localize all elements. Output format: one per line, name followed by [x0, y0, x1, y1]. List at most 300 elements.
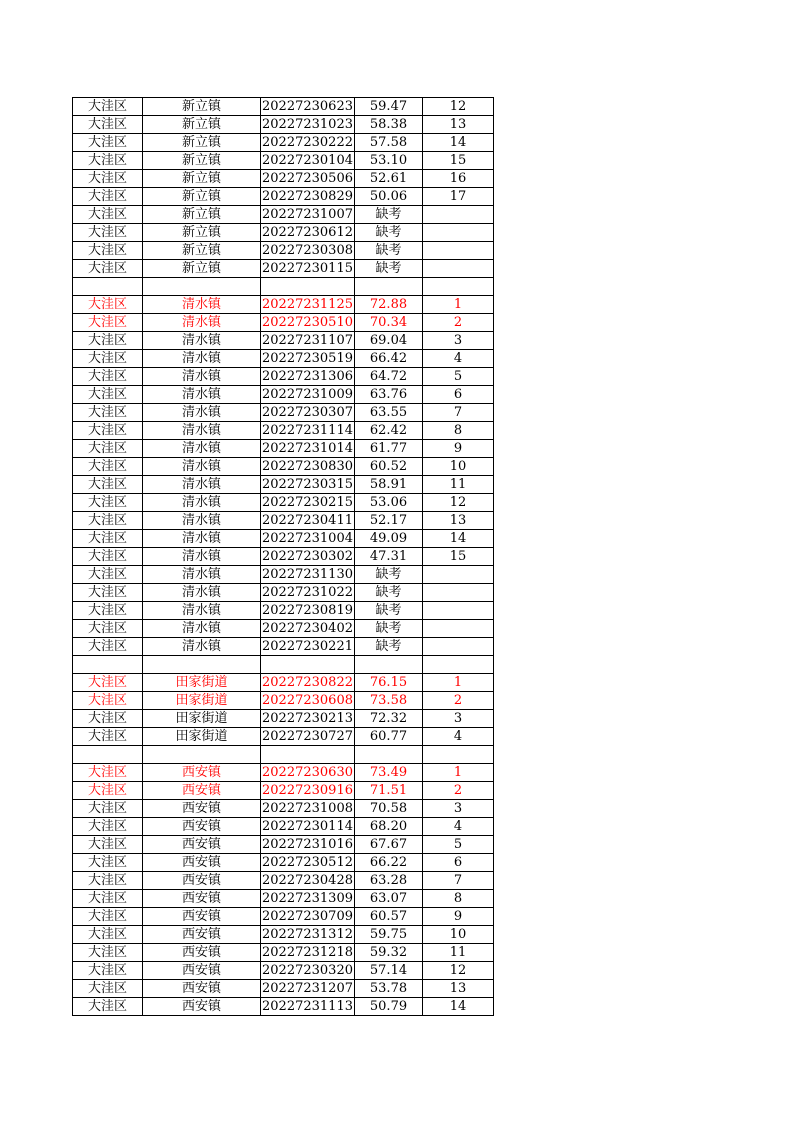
candidate-id-cell: 20227231130 — [262, 567, 353, 582]
rank-cell: 3 — [423, 332, 494, 350]
district-cell: 大洼区 — [73, 422, 143, 440]
rank-cell: 4 — [423, 818, 494, 836]
town-cell: 清水镇 — [143, 332, 261, 350]
rank-cell: 12 — [423, 98, 494, 116]
rank-cell — [423, 242, 494, 260]
district-cell: 大洼区 — [73, 620, 143, 638]
district-cell: 大洼区 — [73, 314, 143, 332]
candidate-id-cell: 20227230114 — [262, 819, 353, 834]
table-row — [73, 890, 494, 908]
rank-cell: 2 — [423, 692, 494, 710]
table-row — [73, 314, 494, 332]
rank-cell: 17 — [423, 188, 494, 206]
table-row — [73, 170, 494, 188]
district-cell: 大洼区 — [73, 782, 143, 800]
candidate-id-cell: 20227230307 — [262, 405, 353, 420]
district-cell: 大洼区 — [73, 584, 143, 602]
town-cell — [143, 746, 261, 764]
district-cell: 大洼区 — [73, 530, 143, 548]
score-cell: 缺考 — [355, 242, 423, 260]
town-cell: 田家街道 — [143, 674, 261, 692]
rank-cell: 9 — [423, 440, 494, 458]
town-cell: 新立镇 — [143, 170, 261, 188]
district-cell: 大洼区 — [73, 764, 143, 782]
rank-cell: 4 — [423, 728, 494, 746]
rank-cell: 15 — [423, 152, 494, 170]
town-cell: 清水镇 — [143, 566, 261, 584]
rank-cell: 7 — [423, 404, 494, 422]
town-cell: 西安镇 — [143, 890, 261, 908]
town-cell: 清水镇 — [143, 584, 261, 602]
rank-cell — [423, 602, 494, 620]
town-cell: 西安镇 — [143, 854, 261, 872]
table-row — [73, 638, 494, 656]
table-row — [73, 836, 494, 854]
score-cell: 53.78 — [355, 980, 423, 998]
score-cell — [355, 278, 423, 296]
candidate-id-cell: 20227231007 — [262, 207, 353, 222]
table-row — [73, 908, 494, 926]
rank-cell — [423, 260, 494, 278]
town-cell: 新立镇 — [143, 188, 261, 206]
score-cell: 73.49 — [355, 764, 423, 782]
score-cell: 57.58 — [355, 134, 423, 152]
district-cell: 大洼区 — [73, 872, 143, 890]
candidate-id-cell: 20227230829 — [262, 189, 353, 204]
candidate-id-cell — [261, 746, 355, 764]
score-cell: 47.31 — [355, 548, 423, 566]
rank-cell: 1 — [423, 296, 494, 314]
table-row — [73, 368, 494, 386]
rank-cell: 13 — [423, 512, 494, 530]
table-row — [73, 620, 494, 638]
town-cell: 西安镇 — [143, 944, 261, 962]
town-cell: 新立镇 — [143, 98, 261, 116]
table-row — [73, 566, 494, 584]
rank-cell: 13 — [423, 116, 494, 134]
separator-row — [73, 278, 494, 296]
district-cell: 大洼区 — [73, 692, 143, 710]
rank-cell: 6 — [423, 386, 494, 404]
score-cell: 缺考 — [355, 620, 423, 638]
score-cell: 70.34 — [355, 314, 423, 332]
candidate-id-cell — [261, 278, 355, 296]
score-cell: 67.67 — [355, 836, 423, 854]
rank-cell — [423, 656, 494, 674]
candidate-id-cell: 20227231312 — [262, 927, 353, 942]
score-cell: 66.42 — [355, 350, 423, 368]
score-cell: 72.88 — [355, 296, 423, 314]
candidate-id-cell: 20227231023 — [262, 117, 353, 132]
rank-cell: 4 — [423, 350, 494, 368]
town-cell: 清水镇 — [143, 440, 261, 458]
candidate-id-cell: 20227230819 — [262, 603, 353, 618]
district-cell: 大洼区 — [73, 818, 143, 836]
rank-cell: 5 — [423, 836, 494, 854]
table-row — [73, 458, 494, 476]
score-cell — [355, 746, 423, 764]
table-row — [73, 350, 494, 368]
district-cell: 大洼区 — [73, 602, 143, 620]
rank-cell: 16 — [423, 170, 494, 188]
town-cell: 新立镇 — [143, 206, 261, 224]
district-cell: 大洼区 — [73, 332, 143, 350]
score-cell: 缺考 — [355, 566, 423, 584]
district-cell: 大洼区 — [73, 458, 143, 476]
table-row — [73, 404, 494, 422]
score-cell: 72.32 — [355, 710, 423, 728]
score-cell: 59.32 — [355, 944, 423, 962]
candidate-id-cell: 20227230512 — [262, 855, 353, 870]
town-cell: 新立镇 — [143, 134, 261, 152]
rank-cell — [423, 638, 494, 656]
table-row — [73, 386, 494, 404]
score-cell: 缺考 — [355, 260, 423, 278]
town-cell: 西安镇 — [143, 980, 261, 998]
table-row — [73, 206, 494, 224]
rank-cell — [423, 746, 494, 764]
table-row — [73, 332, 494, 350]
district-cell: 大洼区 — [73, 512, 143, 530]
district-cell: 大洼区 — [73, 242, 143, 260]
town-cell: 清水镇 — [143, 350, 261, 368]
town-cell: 清水镇 — [143, 404, 261, 422]
town-cell: 西安镇 — [143, 872, 261, 890]
district-cell: 大洼区 — [73, 260, 143, 278]
town-cell: 新立镇 — [143, 116, 261, 134]
district-cell: 大洼区 — [73, 404, 143, 422]
district-cell: 大洼区 — [73, 350, 143, 368]
score-cell: 63.07 — [355, 890, 423, 908]
score-cell: 60.52 — [355, 458, 423, 476]
table-row — [73, 926, 494, 944]
district-cell: 大洼区 — [73, 998, 143, 1016]
score-cell: 59.75 — [355, 926, 423, 944]
score-table-body — [73, 98, 494, 1016]
town-cell: 西安镇 — [143, 764, 261, 782]
rank-cell: 12 — [423, 962, 494, 980]
table-row — [73, 476, 494, 494]
town-cell: 西安镇 — [143, 782, 261, 800]
rank-cell — [423, 566, 494, 584]
district-cell: 大洼区 — [73, 800, 143, 818]
score-cell: 63.28 — [355, 872, 423, 890]
candidate-id-cell: 20227230315 — [262, 477, 353, 492]
rank-cell: 10 — [423, 926, 494, 944]
rank-cell: 10 — [423, 458, 494, 476]
candidate-id-cell: 20227231207 — [262, 981, 353, 996]
score-cell: 58.91 — [355, 476, 423, 494]
candidate-id-cell: 20227231022 — [262, 585, 353, 600]
score-cell: 58.38 — [355, 116, 423, 134]
candidate-id-cell: 20227231306 — [262, 369, 353, 384]
candidate-id-cell: 20227230115 — [262, 261, 353, 276]
district-cell: 大洼区 — [73, 980, 143, 998]
district-cell: 大洼区 — [73, 152, 143, 170]
candidate-id-cell: 20227230506 — [262, 171, 353, 186]
score-cell: 70.58 — [355, 800, 423, 818]
separator-row — [73, 656, 494, 674]
candidate-id-cell: 20227230608 — [262, 693, 353, 708]
table-row — [73, 710, 494, 728]
town-cell: 西安镇 — [143, 818, 261, 836]
table-row — [73, 152, 494, 170]
candidate-id-cell: 20227230510 — [262, 315, 353, 330]
district-cell: 大洼区 — [73, 566, 143, 584]
candidate-id-cell: 20227230402 — [262, 621, 353, 636]
table-row — [73, 944, 494, 962]
score-cell: 50.06 — [355, 188, 423, 206]
table-row — [73, 800, 494, 818]
candidate-id-cell: 20227230221 — [262, 639, 353, 654]
score-cell: 64.72 — [355, 368, 423, 386]
district-cell: 大洼区 — [73, 944, 143, 962]
town-cell: 西安镇 — [143, 800, 261, 818]
rank-cell: 6 — [423, 854, 494, 872]
town-cell — [143, 278, 261, 296]
town-cell: 清水镇 — [143, 638, 261, 656]
district-cell: 大洼区 — [73, 440, 143, 458]
candidate-id-cell: 20227230916 — [262, 783, 353, 798]
candidate-id-cell: 20227231016 — [262, 837, 353, 852]
score-cell — [355, 656, 423, 674]
candidate-id-cell: 20227231113 — [262, 999, 353, 1014]
rank-cell: 11 — [423, 944, 494, 962]
candidate-id-cell: 20227230302 — [262, 549, 353, 564]
score-cell: 49.09 — [355, 530, 423, 548]
rank-cell — [423, 620, 494, 638]
table-row — [73, 224, 494, 242]
district-cell: 大洼区 — [73, 728, 143, 746]
table-row — [73, 260, 494, 278]
town-cell: 清水镇 — [143, 476, 261, 494]
table-row — [73, 188, 494, 206]
candidate-id-cell — [261, 656, 355, 674]
district-cell: 大洼区 — [73, 116, 143, 134]
candidate-id-cell: 20227231114 — [262, 423, 353, 438]
score-cell: 缺考 — [355, 584, 423, 602]
candidate-id-cell: 20227230213 — [262, 711, 353, 726]
rank-cell: 2 — [423, 782, 494, 800]
district-cell: 大洼区 — [73, 638, 143, 656]
candidate-id-cell: 20227230630 — [262, 765, 353, 780]
rank-cell: 8 — [423, 422, 494, 440]
district-cell: 大洼区 — [73, 224, 143, 242]
score-cell: 76.15 — [355, 674, 423, 692]
rank-cell: 13 — [423, 980, 494, 998]
town-cell: 田家街道 — [143, 728, 261, 746]
town-cell: 清水镇 — [143, 422, 261, 440]
town-cell: 田家街道 — [143, 692, 261, 710]
table-row — [73, 872, 494, 890]
candidate-id-cell: 20227231008 — [262, 801, 353, 816]
table-row — [73, 854, 494, 872]
score-cell: 52.61 — [355, 170, 423, 188]
candidate-id-cell: 20227231107 — [262, 333, 353, 348]
rank-cell: 7 — [423, 872, 494, 890]
table-row — [73, 602, 494, 620]
score-cell: 68.20 — [355, 818, 423, 836]
table-row — [73, 116, 494, 134]
district-cell: 大洼区 — [73, 98, 143, 116]
district-cell: 大洼区 — [73, 494, 143, 512]
table-row — [73, 494, 494, 512]
town-cell: 西安镇 — [143, 998, 261, 1016]
town-cell: 西安镇 — [143, 836, 261, 854]
district-cell: 大洼区 — [73, 962, 143, 980]
table-row — [73, 998, 494, 1016]
rank-cell: 2 — [423, 314, 494, 332]
score-cell: 63.76 — [355, 386, 423, 404]
table-row — [73, 548, 494, 566]
district-cell — [73, 746, 143, 764]
score-cell: 缺考 — [355, 206, 423, 224]
candidate-id-cell: 20227230104 — [262, 153, 353, 168]
score-cell: 73.58 — [355, 692, 423, 710]
score-cell: 61.77 — [355, 440, 423, 458]
rank-cell: 8 — [423, 890, 494, 908]
district-cell: 大洼区 — [73, 206, 143, 224]
separator-row — [73, 746, 494, 764]
district-cell: 大洼区 — [73, 170, 143, 188]
score-cell: 57.14 — [355, 962, 423, 980]
score-cell: 缺考 — [355, 224, 423, 242]
district-cell: 大洼区 — [73, 710, 143, 728]
score-cell: 60.77 — [355, 728, 423, 746]
town-cell: 新立镇 — [143, 224, 261, 242]
district-cell: 大洼区 — [73, 854, 143, 872]
district-cell: 大洼区 — [73, 926, 143, 944]
rank-cell: 9 — [423, 908, 494, 926]
rank-cell: 3 — [423, 710, 494, 728]
town-cell: 西安镇 — [143, 962, 261, 980]
town-cell: 新立镇 — [143, 152, 261, 170]
candidate-id-cell: 20227230428 — [262, 873, 353, 888]
candidate-id-cell: 20227230709 — [262, 909, 353, 924]
town-cell: 西安镇 — [143, 908, 261, 926]
candidate-id-cell: 20227230411 — [262, 513, 353, 528]
score-table — [72, 97, 494, 1016]
district-cell: 大洼区 — [73, 134, 143, 152]
table-row — [73, 818, 494, 836]
table-row — [73, 440, 494, 458]
candidate-id-cell: 20227231218 — [262, 945, 353, 960]
score-cell: 66.22 — [355, 854, 423, 872]
town-cell: 清水镇 — [143, 530, 261, 548]
rank-cell: 11 — [423, 476, 494, 494]
town-cell: 清水镇 — [143, 314, 261, 332]
town-cell: 清水镇 — [143, 296, 261, 314]
rank-cell: 14 — [423, 530, 494, 548]
candidate-id-cell: 20227230822 — [262, 675, 353, 690]
table-row — [73, 980, 494, 998]
district-cell: 大洼区 — [73, 386, 143, 404]
score-cell: 53.10 — [355, 152, 423, 170]
rank-cell — [423, 206, 494, 224]
candidate-id-cell: 20227231014 — [262, 441, 353, 456]
score-cell: 50.79 — [355, 998, 423, 1016]
candidate-id-cell: 20227230727 — [262, 729, 353, 744]
town-cell: 清水镇 — [143, 620, 261, 638]
table-row — [73, 584, 494, 602]
town-cell: 清水镇 — [143, 512, 261, 530]
town-cell: 清水镇 — [143, 602, 261, 620]
candidate-id-cell: 20227230830 — [262, 459, 353, 474]
district-cell — [73, 278, 143, 296]
town-cell: 清水镇 — [143, 494, 261, 512]
score-cell: 62.42 — [355, 422, 423, 440]
rank-cell: 15 — [423, 548, 494, 566]
rank-cell: 12 — [423, 494, 494, 512]
district-cell: 大洼区 — [73, 836, 143, 854]
score-cell: 59.47 — [355, 98, 423, 116]
town-cell: 清水镇 — [143, 548, 261, 566]
candidate-id-cell: 20227230623 — [262, 99, 353, 114]
table-row — [73, 98, 494, 116]
table-row — [73, 674, 494, 692]
candidate-id-cell: 20227230612 — [262, 225, 353, 240]
score-cell: 52.17 — [355, 512, 423, 530]
candidate-id-cell: 20227230215 — [262, 495, 353, 510]
score-cell: 60.57 — [355, 908, 423, 926]
score-cell: 63.55 — [355, 404, 423, 422]
candidate-id-cell: 20227230320 — [262, 963, 353, 978]
town-cell: 西安镇 — [143, 926, 261, 944]
candidate-id-cell: 20227231004 — [262, 531, 353, 546]
table-row — [73, 134, 494, 152]
district-cell: 大洼区 — [73, 296, 143, 314]
table-row — [73, 962, 494, 980]
district-cell: 大洼区 — [73, 368, 143, 386]
table-row — [73, 782, 494, 800]
rank-cell — [423, 584, 494, 602]
table-row — [73, 296, 494, 314]
rank-cell: 1 — [423, 674, 494, 692]
rank-cell: 14 — [423, 998, 494, 1016]
town-cell: 清水镇 — [143, 458, 261, 476]
rank-cell — [423, 278, 494, 296]
table-row — [73, 242, 494, 260]
table-row — [73, 728, 494, 746]
district-cell: 大洼区 — [73, 674, 143, 692]
district-cell: 大洼区 — [73, 890, 143, 908]
candidate-id-cell: 20227231009 — [262, 387, 353, 402]
candidate-id-cell: 20227230222 — [262, 135, 353, 150]
score-cell: 缺考 — [355, 602, 423, 620]
district-cell: 大洼区 — [73, 476, 143, 494]
table-row — [73, 530, 494, 548]
district-cell: 大洼区 — [73, 188, 143, 206]
town-cell: 田家街道 — [143, 710, 261, 728]
score-cell: 69.04 — [355, 332, 423, 350]
candidate-id-cell: 20227230308 — [262, 243, 353, 258]
candidate-id-cell: 20227230519 — [262, 351, 353, 366]
table-row — [73, 512, 494, 530]
rank-cell — [423, 224, 494, 242]
table-row — [73, 422, 494, 440]
district-cell: 大洼区 — [73, 548, 143, 566]
town-cell — [143, 656, 261, 674]
rank-cell: 3 — [423, 800, 494, 818]
town-cell: 清水镇 — [143, 386, 261, 404]
district-cell: 大洼区 — [73, 908, 143, 926]
rank-cell: 5 — [423, 368, 494, 386]
district-cell — [73, 656, 143, 674]
town-cell: 清水镇 — [143, 368, 261, 386]
score-cell: 缺考 — [355, 638, 423, 656]
rank-cell: 14 — [423, 134, 494, 152]
town-cell: 新立镇 — [143, 242, 261, 260]
